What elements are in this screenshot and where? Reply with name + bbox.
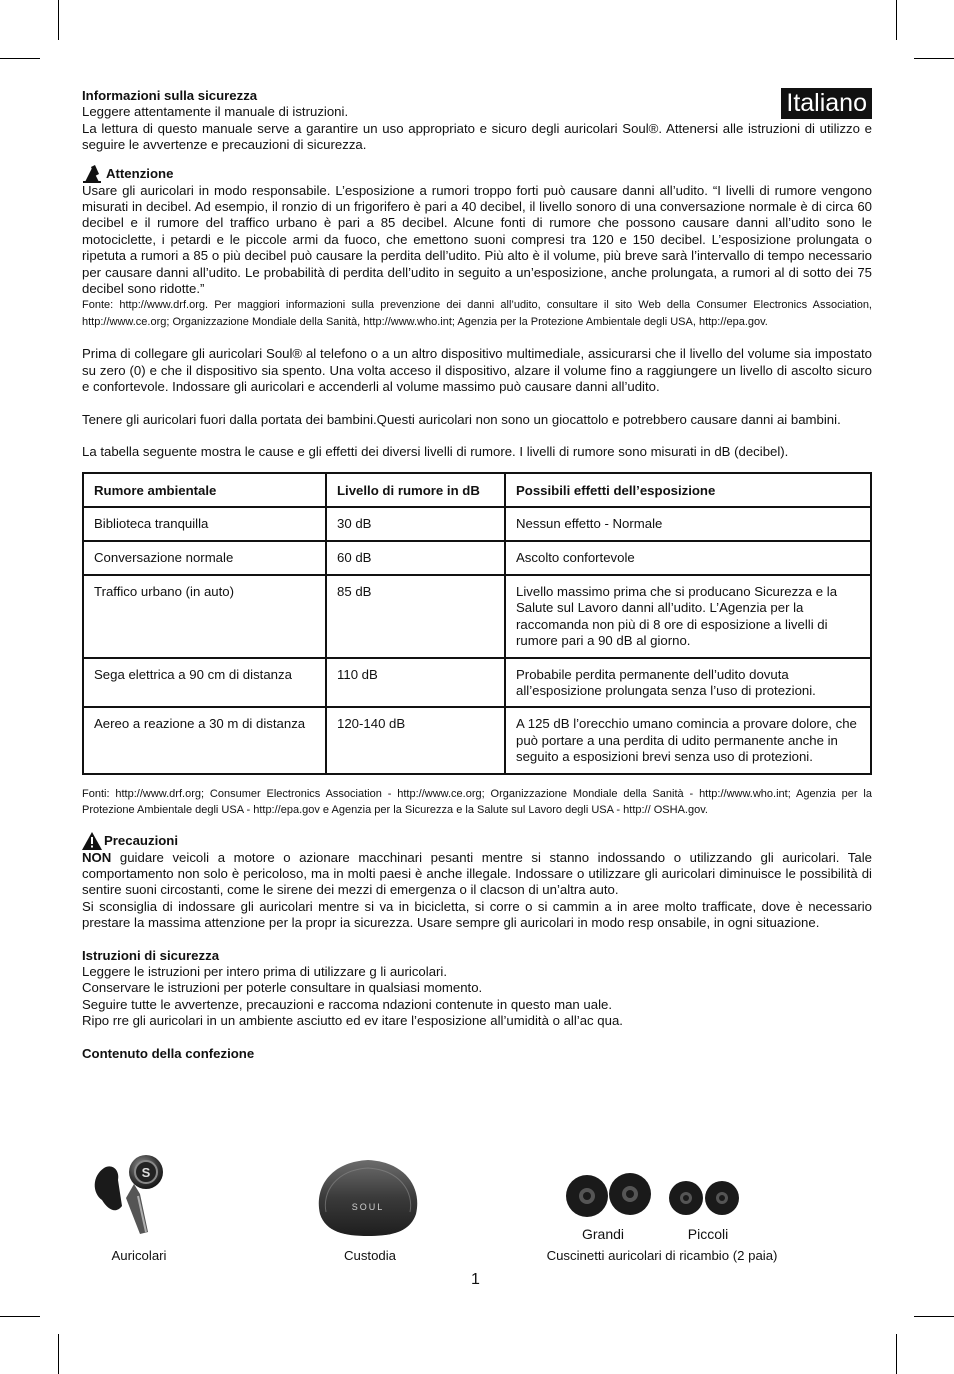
language-badge: Italiano [781, 88, 872, 119]
case-label: Custodia [343, 1248, 397, 1263]
crop-mark [58, 0, 59, 40]
ear-tips-small-image [664, 1176, 744, 1220]
crop-mark [0, 58, 40, 59]
crop-mark [896, 1334, 897, 1374]
precautions-lead: NON [82, 849, 112, 865]
attention-body: Usare gli auricolari in modo responsabile. L’esposizione a rumori troppo forti può causare danni all’udito. “I livelli di rumore vengono misurati in decibel. Ad esempio, il ronzio di un frigorifero è pari a 40 decibel, il livello sonoro di una conversazione normale è di circa 60 decibel e il rumore del traffico urbano è pari a 85 decibel. Alcune fonti di rumore che possono causare danni all’udito sono le motociclette, i petardi e le piccole armi da fuoco, che emettono suoni compresi tra 120 e 150 decibel. L’esposizione prolungata o ripetuta a rumori a 85 o più decibel può causare la perdita dell’udito. Più alto è il volume, più breve sarà l’intervallo di tempo necessario per causare danni all’udito. Le probabilità di perdita dell’udito in seguito a un’esposizione, anche prolungata, a rumori al di sotto dei 75 decibel sono ridotte.” [82, 182, 872, 297]
table-cell: Traffico urbano (in auto) [83, 575, 326, 658]
crop-mark [914, 1316, 954, 1317]
table-cell: Sega elettrica a 90 cm di distanza [83, 658, 326, 708]
ear-tips-large-image [560, 1168, 656, 1218]
noise-table [82, 472, 872, 775]
table-row [83, 707, 871, 773]
safety-info-heading: Informazioni sulla sicurezza [82, 88, 258, 103]
table-row [83, 507, 871, 541]
ear-tips-large-label: Grandi [581, 1226, 625, 1242]
table-header: Possibili effetti dell’esposizione [505, 473, 871, 507]
connect-paragraph: Prima di collegare gli auricolari Soul® al telefono o a un altro dispositivo multimediale, assicurarsi che il livello del volume sia impostato su zero (0) e che il dispositivo sia spento. Una volta acceso il dispositivo, alzare il volume fino a raggiungere un livello di ascolto sicuro e confortevole. Indossare gli auricolari e accenderli al volume massimo può causare danni all’udito. [82, 346, 872, 395]
table-cell: Probabile perdita permanente dell’udito dovuta all’esposizione prolungata senza l’uso di protezioni. [505, 658, 871, 708]
table-cell: 120-140 dB [326, 707, 505, 773]
instruction-line: Conservare le istruzioni per poterle consultare in qualsiasi momento. [82, 980, 483, 996]
table-cell: Conversazione normale [83, 541, 326, 575]
case-logo: SOUL [351, 1202, 385, 1212]
table-cell: 60 dB [326, 541, 505, 575]
table-cell: Nessun effetto - Normale [505, 507, 871, 541]
crop-mark [896, 0, 897, 40]
table-cell: Ascolto confortevole [505, 541, 871, 575]
ear-tips-label: Cuscinetti auricolari di ricambio (2 paia) [546, 1248, 778, 1263]
crop-mark [58, 1334, 59, 1374]
warning-pen-icon [82, 165, 102, 183]
instruction-line: Seguire tutte le avvertenze, precauzioni e raccoma ndazioni contenute in questo man uale. [82, 996, 613, 1012]
table-cell: Livello massimo prima che si producano Sicurezza e la Salute sul Lavoro danni all’udito. L’Agenzia per la raccomanda non più di 8 ore di esposizione a livelli di rumore pari a 90 dB al giorno. [505, 575, 871, 658]
table-cell: Aereo a reazione a 30 m di distanza [83, 707, 326, 773]
earphones-image [82, 1148, 172, 1238]
precautions-body-2: Si sconsiglia di indossare gli auricolari mentre si va in bicicletta, si corre o si cammin a in aree molto trafficate, dove è necessario prestare la massima attenzione per la propr ia sicurezza. Usare sempre gli auricolari in modo resp onsabile, in ogni situazione. [82, 898, 872, 931]
case-image [312, 1154, 424, 1240]
table-row [83, 658, 871, 708]
attention-source: Fonte: http://www.drf.org. Per maggiori informazioni sulla prevenzione dei danni all’udito, consultare il sito Web della Consumer Electronics Association, http://www.ce.org; Organizzazione Mondiale della Sanità, http://www.who.int; Agenzia per la Protezione Ambientale degli USA, http://epa.gov. [82, 299, 872, 328]
package-heading: Contenuto della confezione [82, 1045, 255, 1061]
ear-tips-small-label: Piccoli [687, 1226, 729, 1242]
table-header-row [83, 473, 871, 507]
crop-mark [0, 1316, 40, 1317]
table-cell: 85 dB [326, 575, 505, 658]
safety-info-text: La lettura di questo manuale serve a garantire un uso appropriato e sicuro degli auricolari Soul®. Attenersi alle istruzioni di utilizzo e seguire le avvertenze e precauzioni di sicurezza. [82, 120, 872, 153]
svg-text:S: S [141, 1165, 151, 1180]
precautions-heading-row [82, 832, 872, 850]
instruction-line: Leggere le istruzioni per intero prima di utilizzare g li auricolari. [82, 964, 448, 979]
instruction-line: Ripo rre gli auricolari in un ambiente asciutto ed ev itare l’esposizione all’umidità o all’ac qua. [82, 1013, 623, 1029]
table-cell: Biblioteca tranquilla [83, 507, 326, 541]
warning-triangle-icon [82, 832, 102, 850]
attention-heading: Attenzione [106, 166, 174, 182]
children-paragraph: Tenere gli auricolari fuori dalla portata dei bambini.Questi auricolari non sono un giocattolo e potrebbero causare danni ai bambini. [82, 411, 841, 427]
table-header: Rumore ambientale [83, 473, 326, 507]
table-row [83, 541, 871, 575]
table-cell: 30 dB [326, 507, 505, 541]
table-cell: 110 dB [326, 658, 505, 708]
instructions-heading: Istruzioni di sicurezza [82, 947, 220, 963]
table-row [83, 575, 871, 658]
earphones-label: Auricolari [111, 1248, 167, 1263]
safety-info-line: Leggere attentamente il manuale di istruzioni. [82, 104, 349, 120]
table-cell: A 125 dB l’orecchio umano comincia a provare dolore, che può portare a una perdita di udito permanente anche in seguito a esposizioni brevi senza uso di protezioni. [505, 707, 871, 773]
manual-page [82, 88, 872, 1062]
page-number: 1 [471, 1271, 480, 1288]
attention-heading-row [82, 165, 872, 183]
sources-note: Fonti: http://www.drf.org; Consumer Electronics Association - http://www.ce.org; Organizzazione Mondiale della Sanità - http://www.who.int; Agenzia per la Protezione Ambientale degli USA - http://epa.gov e Agenzia per la Sicurezza e la Salute sul Lavoro degli USA - http:// OSHA.gov. [82, 787, 872, 817]
table-header: Livello di rumore in dB [326, 473, 505, 507]
precautions-body: NON guidare veicoli a motore o azionare macchinari pesanti mentre si stanno indossando o utilizzando gli auricolari. Tale comportamento non solo è pericoloso, ma in molti paesi è anche illegale. Indossare o utilizzare gli auricolari diminuisce le possibilità di sentire suoni circostanti, come le sirene dei mezzi di emergenza o il clacson di un’altra auto. [82, 849, 872, 898]
table-intro: La tabella seguente mostra le cause e gli effetti dei diversi livelli di rumore. I livelli di rumore sono misurati in dB (decibel). [82, 444, 789, 460]
crop-mark [914, 58, 954, 59]
precautions-heading: Precauzioni [104, 833, 179, 849]
